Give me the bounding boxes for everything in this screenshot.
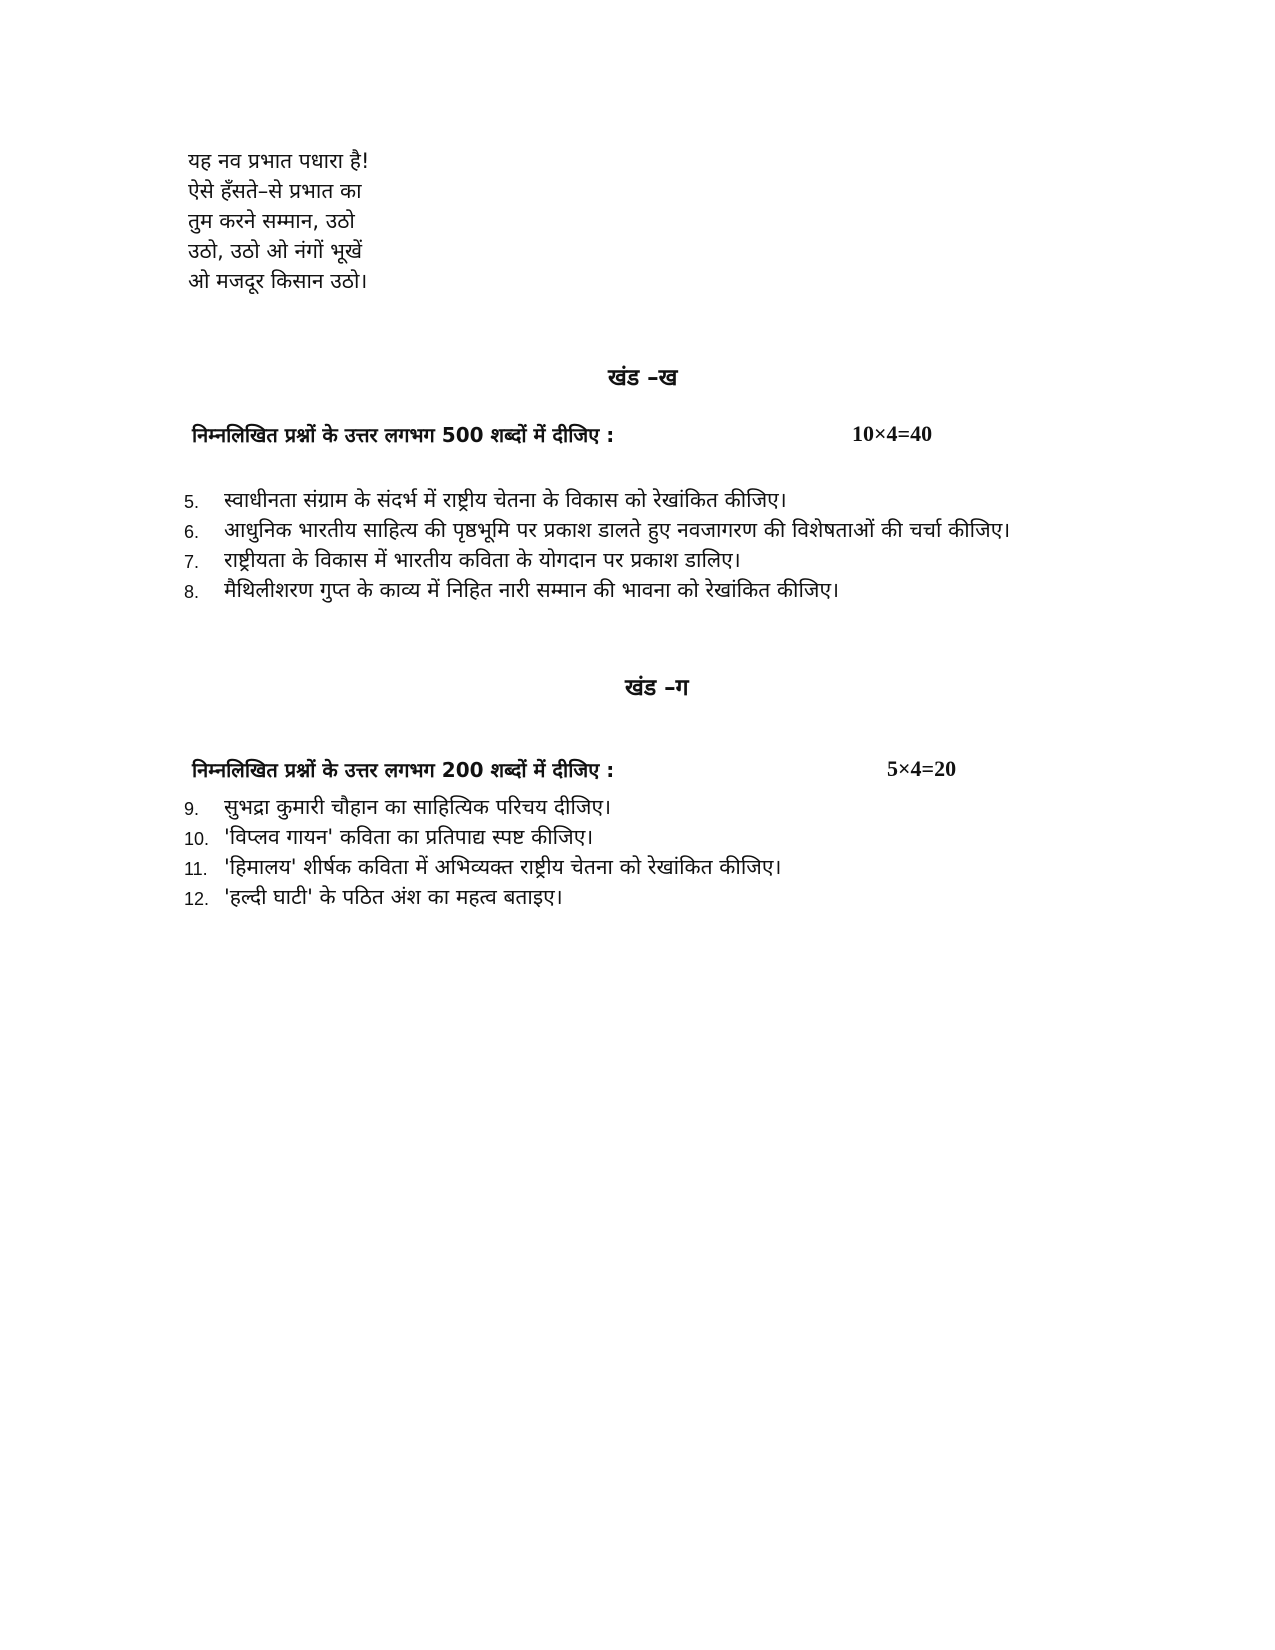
question-text: 'विप्लव गायन' कविता का प्रतिपाद्य स्पष्ट कीजिए।	[224, 825, 594, 849]
question-item	[184, 822, 1104, 852]
question-number: 6.	[184, 522, 200, 542]
question-item	[184, 515, 1104, 545]
question-item	[184, 575, 1104, 605]
poem-line: ओ मजदूर किसान उठो।	[188, 269, 368, 293]
section-c-question-list	[184, 792, 1104, 912]
section-c-instruction: निम्नलिखित प्रश्नों के उत्तर लगभग 200 शब्दों में दीजिए :	[192, 758, 615, 782]
section-c-instruction-row	[192, 756, 992, 786]
question-number: 5.	[184, 492, 200, 512]
poem-line: तुम करने सम्मान, उठो	[188, 209, 355, 233]
question-item	[184, 792, 1104, 822]
question-text: आधुनिक भारतीय साहित्य की पृष्ठभूमि पर प्रकाश डालते हुए नवजागरण की विशेषताओं की चर्चा कीजिए।	[224, 518, 1011, 542]
question-number: 12.	[184, 889, 210, 909]
question-text: मैथिलीशरण गुप्त के काव्य में निहित नारी सम्मान की भावना को रेखांकित कीजिए।	[224, 578, 840, 602]
question-number: 10.	[184, 829, 210, 849]
poem-stanza	[188, 146, 688, 296]
section-b-instruction-row	[192, 421, 992, 451]
question-item	[184, 882, 1104, 912]
question-item	[184, 485, 1104, 515]
question-text: 'हल्दी घाटी' के पठित अंश का महत्व बताइए।	[224, 885, 563, 909]
question-number: 7.	[184, 552, 200, 572]
question-number: 9.	[184, 799, 200, 819]
question-item	[184, 852, 1104, 882]
section-b-heading: खंड –ख	[608, 365, 678, 391]
poem-line: यह नव प्रभात पधारा है!	[188, 149, 370, 173]
section-c-marks: 5×4=20	[887, 756, 957, 781]
section-b-marks: 10×4=40	[852, 421, 933, 446]
section-c-heading: खंड –ग	[625, 675, 689, 701]
question-text: राष्ट्रीयता के विकास में भारतीय कविता के योगदान पर प्रकाश डालिए।	[224, 548, 741, 572]
question-text: 'हिमालय' शीर्षक कविता में अभिव्यक्त राष्ट्रीय चेतना को रेखांकित कीजिए।	[224, 855, 782, 879]
question-text: स्वाधीनता संग्राम के संदर्भ में राष्ट्रीय चेतना के विकास को रेखांकित कीजिए।	[224, 488, 787, 512]
section-b-question-list	[184, 485, 1104, 605]
section-b-instruction: निम्नलिखित प्रश्नों के उत्तर लगभग 500 शब्दों में दीजिए :	[192, 423, 615, 447]
question-text: सुभद्रा कुमारी चौहान का साहित्यिक परिचय दीजिए।	[224, 795, 612, 819]
poem-line: उठो, उठो ओ नंगों भूखें	[188, 239, 363, 263]
question-number: 11.	[184, 859, 208, 879]
question-number: 8.	[184, 582, 200, 602]
poem-line: ऐसे हँसते–से प्रभात का	[188, 179, 362, 203]
question-item	[184, 545, 1104, 575]
